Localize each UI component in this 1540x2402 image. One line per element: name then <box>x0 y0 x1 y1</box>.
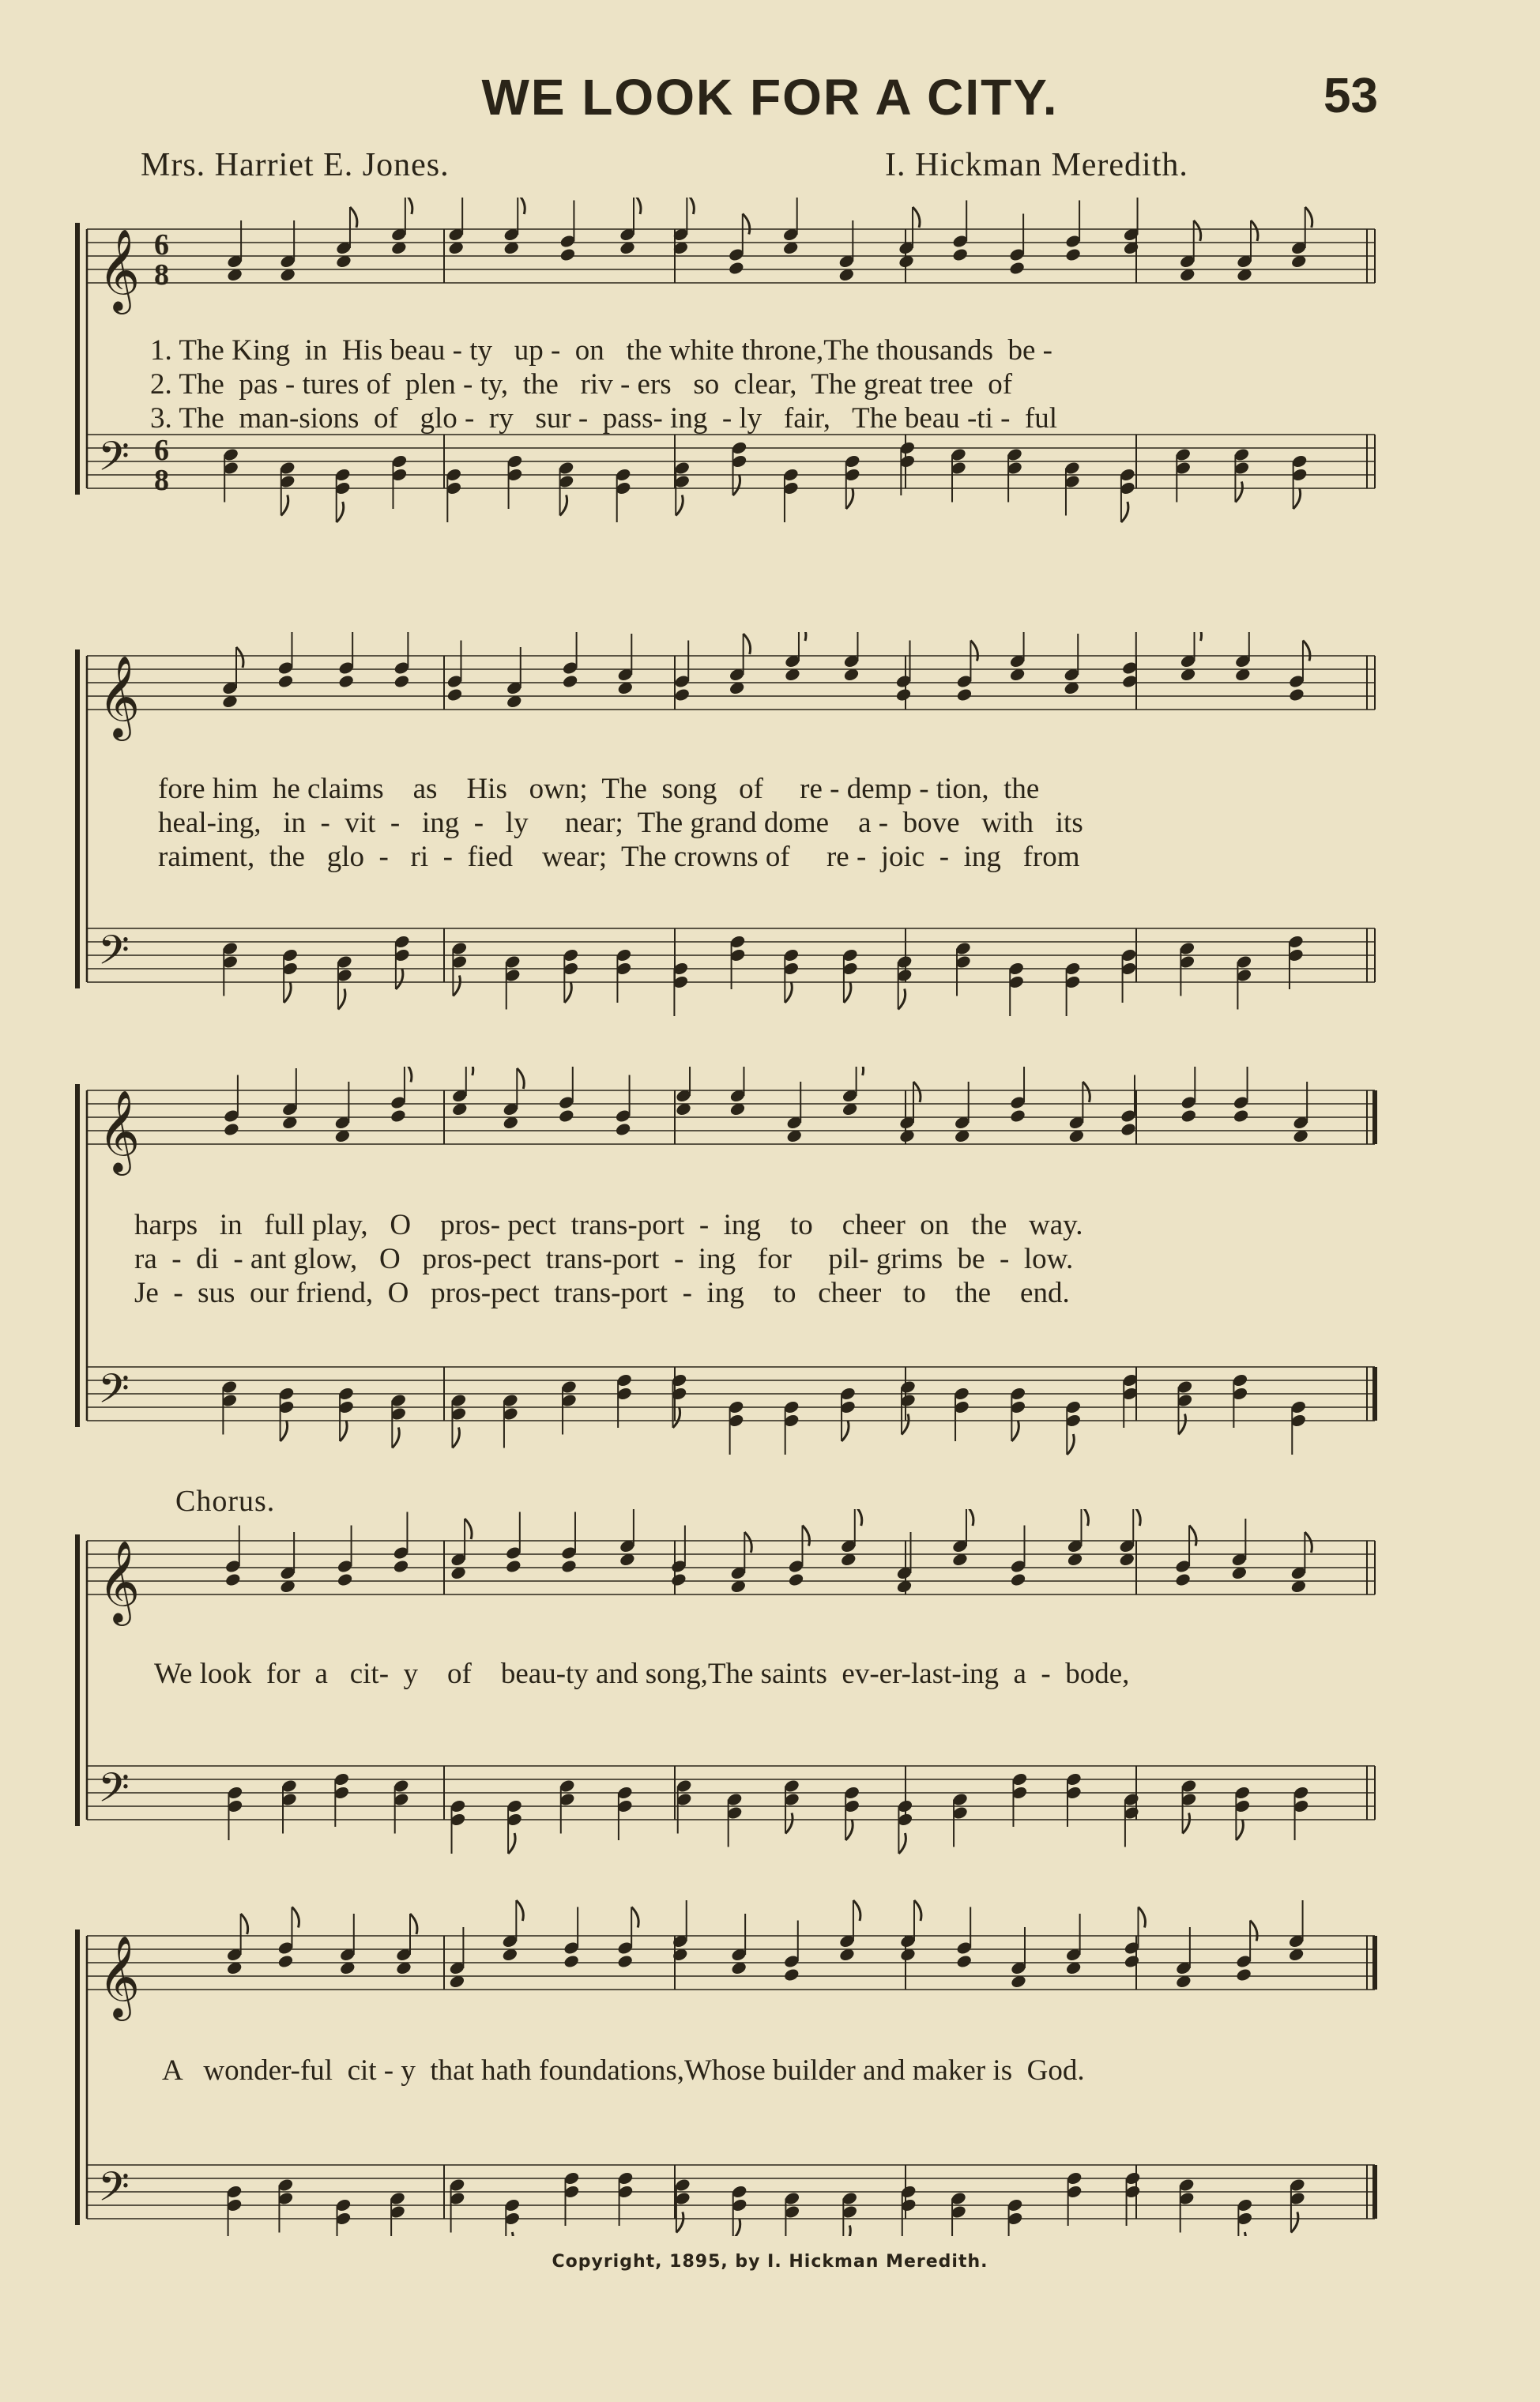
lyric-verse-3: 3. The man-sions of glo - ry sur - pass- ing - ly fair, The beau -ti - ful <box>150 402 1058 435</box>
note-head <box>277 674 295 689</box>
note-flag <box>517 1068 524 1089</box>
note-head <box>788 1572 805 1587</box>
note-flag <box>634 198 641 214</box>
note-flag <box>970 641 977 661</box>
note-flag <box>453 976 460 996</box>
chorus-lyric: We look for a cit- y of beau-ty and song,The saints ev-er-last-ing a - bode, <box>154 1658 1130 1690</box>
note-head <box>277 1954 295 1969</box>
bass-clef: 𝄢 <box>98 2163 130 2220</box>
note-flag <box>1067 1434 1074 1455</box>
music-system-5 <box>71 1888 1383 2236</box>
treble-clef: 𝄞 <box>98 655 141 738</box>
note-head <box>1009 1109 1026 1124</box>
note-head <box>390 1109 407 1124</box>
note-flag <box>338 989 345 1010</box>
treble-clef: 𝄞 <box>98 228 141 311</box>
note-flag <box>676 495 683 516</box>
time-signature: 8 <box>154 258 169 292</box>
bass-clef: 𝄢 <box>98 1764 130 1821</box>
treble-clef: 𝄞 <box>98 1090 141 1173</box>
note-flag <box>452 1428 459 1448</box>
note-flag <box>1250 1921 1257 1941</box>
note-flag <box>1133 1509 1140 1526</box>
music-system-3 <box>71 1067 1383 1470</box>
note-flag <box>1083 1082 1090 1102</box>
note-head <box>337 674 355 689</box>
chorus-label: Chorus. <box>175 1485 276 1518</box>
note-head <box>505 1559 522 1574</box>
note-head <box>783 1967 800 1982</box>
note-flag <box>518 198 525 214</box>
note-head <box>615 1122 632 1137</box>
lyric-verse-2: 2. The pas - tures of plen - ty, the riv - ers so clear, The great tree of <box>150 368 1013 401</box>
music-system-4 <box>71 1509 1383 1865</box>
note-flag <box>846 488 853 509</box>
note-flag <box>855 1509 862 1526</box>
note-flag <box>1189 1526 1196 1546</box>
note-flag <box>857 1067 864 1075</box>
note-flag <box>292 1907 299 1928</box>
note-flag <box>405 1067 412 1082</box>
note-head <box>673 687 691 702</box>
note-head <box>895 687 913 702</box>
note-head <box>616 1954 634 1969</box>
note-flag <box>898 989 906 1010</box>
note-flag <box>1251 220 1258 241</box>
note-flag <box>914 1900 921 1921</box>
note-flag <box>466 1067 473 1075</box>
note-flag <box>802 1526 809 1546</box>
bass-clef: 𝄢 <box>98 1365 130 1422</box>
note-flag <box>1121 502 1128 522</box>
note-flag <box>913 1082 921 1102</box>
note-flag <box>1011 1421 1019 1441</box>
note-flag <box>410 1914 417 1934</box>
note-flag <box>785 1813 793 1834</box>
note-flag <box>898 1833 906 1854</box>
note-flag <box>340 1421 347 1441</box>
bass-clef: 𝄢 <box>98 432 130 490</box>
note-flag <box>853 1900 860 1921</box>
note-flag <box>1195 632 1202 641</box>
note-flag <box>1238 2232 1245 2236</box>
note-head <box>562 674 579 689</box>
time-signature: 6 <box>154 434 169 467</box>
note-flag <box>508 1833 515 1854</box>
note-flag <box>687 198 694 214</box>
note-flag <box>631 1907 638 1928</box>
note-flag <box>281 1421 288 1441</box>
note-head <box>560 1559 578 1574</box>
note-flag <box>1235 482 1242 503</box>
note-head <box>1124 1954 1141 1969</box>
note-flag <box>241 1914 248 1934</box>
note-flag <box>1183 1813 1190 1834</box>
note-head <box>1235 1967 1252 1982</box>
note-flag <box>506 2232 513 2236</box>
author-credit: Mrs. Harriet E. Jones. <box>141 147 450 183</box>
note-flag <box>516 1900 523 1921</box>
note-flag <box>284 982 291 1003</box>
note-flag <box>843 2226 850 2237</box>
note-head <box>1180 1109 1197 1124</box>
note-flag <box>844 982 851 1003</box>
note-flag <box>560 495 567 516</box>
note-flag <box>799 632 806 641</box>
lyric-verse-3: raiment, the glo - ri - fied wear; The crowns of re - joic - ing from <box>158 841 1080 873</box>
note-flag <box>281 495 288 516</box>
note-head <box>1233 1109 1250 1124</box>
note-flag <box>785 982 792 1003</box>
lyric-verse-2: heal-ing, in - vit - ing - ly near; The grand dome a - bove with its <box>158 807 1083 839</box>
note-flag <box>744 1532 751 1553</box>
lyric-verse-1: harps in full play, O pros- pect trans-port - ing to cheer on the way. <box>134 1209 1083 1241</box>
note-flag <box>1082 1509 1089 1526</box>
note-head <box>951 247 969 262</box>
note-head <box>1064 247 1082 262</box>
treble-clef: 𝄞 <box>98 1935 141 2018</box>
treble-clef: 𝄞 <box>98 1540 141 1623</box>
time-signature: 8 <box>154 464 169 497</box>
note-flag <box>1305 1532 1312 1553</box>
note-head <box>393 1559 410 1574</box>
lyric-verse-3: Je - sus our friend, O pros-pect trans-port - ing to cheer to the end. <box>134 1277 1070 1309</box>
note-head <box>1010 1572 1027 1587</box>
composer-credit: I. Hickman Meredith. <box>885 147 1188 183</box>
note-flag <box>236 647 243 668</box>
note-flag <box>744 634 751 654</box>
note-flag <box>845 1820 853 1840</box>
bass-clef: 𝄢 <box>98 926 130 984</box>
note-head <box>558 1109 575 1124</box>
note-flag <box>350 207 357 228</box>
note-flag <box>1291 2212 1298 2233</box>
note-head <box>446 687 464 702</box>
copyright-notice: Copyright, 1895, by I. Hickman Meredith. <box>552 2252 988 2272</box>
note-flag <box>1138 1907 1145 1928</box>
note-flag <box>743 214 750 235</box>
note-flag <box>733 475 740 495</box>
note-head <box>1008 261 1026 276</box>
note-flag <box>337 502 344 522</box>
note-head <box>223 1122 240 1137</box>
note-flag <box>676 2212 683 2233</box>
note-flag <box>564 982 571 1003</box>
note-flag <box>913 207 920 228</box>
note-flag <box>1293 488 1301 509</box>
note-head <box>1120 1122 1137 1137</box>
time-signature: 6 <box>154 228 169 262</box>
note-head <box>393 674 410 689</box>
note-flag <box>405 198 412 214</box>
note-head <box>956 687 973 702</box>
note-head <box>559 247 577 262</box>
note-flag <box>842 1421 849 1441</box>
note-flag <box>465 1519 472 1539</box>
note-flag <box>396 969 403 989</box>
note-flag <box>673 1407 680 1428</box>
note-head <box>563 1954 580 1969</box>
note-flag <box>1303 641 1310 661</box>
page-number: 53 <box>1323 69 1378 123</box>
lyric-verse-2: ra - di - ant glow, O pros-pect trans-port - ing for pil- grims be - low. <box>134 1243 1074 1275</box>
note-flag <box>966 1509 973 1526</box>
note-flag <box>392 1428 399 1448</box>
note-head <box>337 1572 354 1587</box>
note-head <box>1288 687 1305 702</box>
note-flag <box>1305 207 1312 228</box>
lyric-verse-1: fore him he claims as His own; The song of re - demp - tion, the <box>158 773 1040 805</box>
note-head <box>728 261 745 276</box>
note-flag <box>1178 1414 1185 1435</box>
chorus-lyric: A wonder-ful cit - y that hath foundations,Whose builder and maker is God. <box>162 2054 1085 2087</box>
note-head <box>1174 1572 1192 1587</box>
note-head <box>955 1954 973 1969</box>
hymn-title: WE LOOK FOR A CITY. <box>481 69 1059 126</box>
note-flag <box>1194 220 1201 241</box>
music-system-1 <box>71 198 1383 569</box>
note-flag <box>1236 1820 1243 1840</box>
music-system-2 <box>71 632 1383 1027</box>
note-head <box>224 1572 242 1587</box>
note-flag <box>733 2219 740 2236</box>
lyric-verse-1: 1. The King in His beau - ty up - on the white throne,The thousands be - <box>150 334 1052 367</box>
note-head <box>670 1572 687 1587</box>
